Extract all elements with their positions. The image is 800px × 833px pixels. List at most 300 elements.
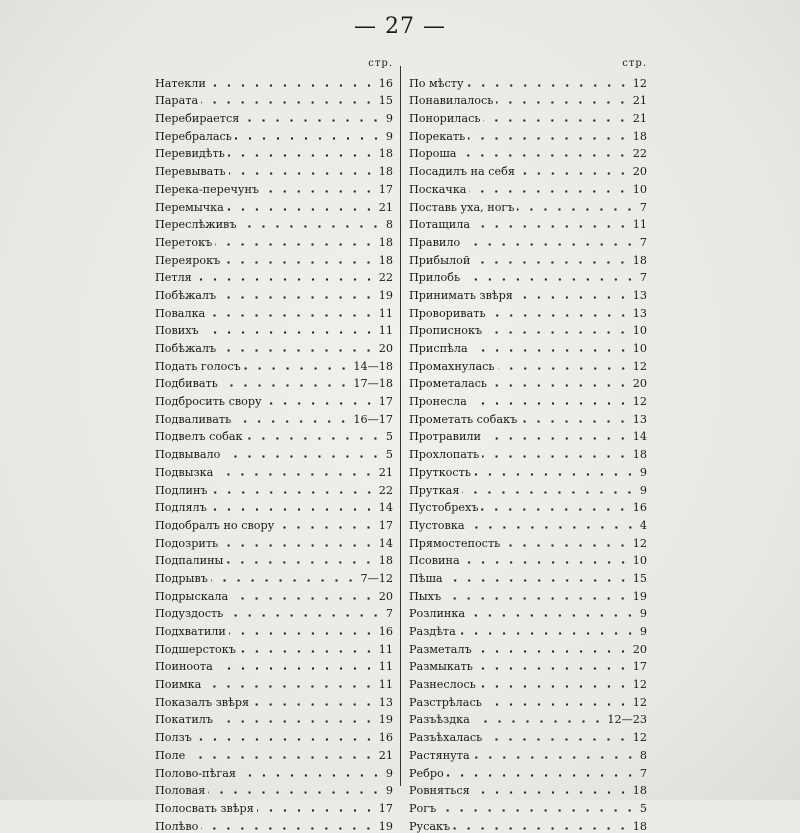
dot-leader: [470, 402, 630, 405]
dot-leader: [446, 579, 630, 582]
index-entry: [155, 337, 393, 355]
dot-leader: [239, 650, 376, 653]
index-entry: [409, 709, 647, 727]
index-entry: [155, 72, 393, 90]
index-term: Подвелъ собак: [155, 430, 243, 444]
dot-leader: [208, 791, 383, 794]
page-reference: 5: [385, 448, 393, 462]
dot-leader: [223, 455, 382, 458]
page-reference: 22: [378, 271, 393, 285]
index-term: Подбивать: [155, 377, 218, 391]
dot-leader: [211, 491, 376, 494]
page-reference: 20: [378, 589, 393, 603]
index-entry: [155, 160, 393, 178]
index-entry: [409, 426, 647, 444]
index-entry: [409, 567, 647, 585]
page-reference: 7—12: [360, 571, 393, 585]
page-reference: 11: [378, 642, 393, 656]
dot-leader: [202, 331, 376, 334]
index-entry: [155, 603, 393, 621]
index-entry: [155, 656, 393, 674]
page-reference: 18: [632, 819, 647, 833]
dot-leader: [227, 208, 376, 211]
index-entry: [409, 780, 647, 798]
index-entry: [155, 355, 393, 373]
index-term: Протравили: [409, 430, 481, 444]
index-term: Ровняться: [409, 784, 470, 798]
page-reference: 12—23: [607, 713, 647, 727]
index-term: Подать голосъ: [155, 359, 241, 373]
index-term: Полосвать звѣря: [155, 801, 254, 815]
dot-leader: [490, 384, 630, 387]
index-entry: [155, 815, 393, 833]
page-reference: 8: [639, 748, 647, 762]
index-term: Разстрѣлась: [409, 695, 482, 709]
dot-leader: [226, 561, 375, 564]
dot-leader: [209, 84, 376, 87]
dot-leader: [244, 367, 351, 370]
index-entry: [155, 408, 393, 426]
index-entry: [409, 497, 647, 515]
dot-leader: [245, 437, 382, 440]
page-reference: 5: [385, 430, 393, 444]
page-reference: 11: [632, 218, 647, 232]
index-term: Подозрить: [155, 536, 219, 550]
dot-leader: [468, 137, 630, 140]
page-reference: 7: [385, 607, 393, 621]
page-reference: 12: [632, 695, 647, 709]
dot-leader: [483, 119, 629, 122]
index-term: По мѣсту: [409, 76, 464, 90]
index-term: Подлялъ: [155, 501, 207, 515]
index-term: Перевывать: [155, 165, 226, 179]
index-term: Подобралъ но свору: [155, 518, 275, 532]
index-term: Покатилъ: [155, 713, 214, 727]
index-entry: [155, 550, 393, 568]
index-entry: [155, 107, 393, 125]
page-reference: 14: [378, 501, 393, 515]
column-divider: [400, 66, 401, 786]
index-term: Псовина: [409, 554, 460, 568]
dot-leader: [471, 349, 630, 352]
page-reference: 12: [632, 395, 647, 409]
index-entry: [155, 178, 393, 196]
index-term: Натекли: [155, 76, 206, 90]
index-entry: [409, 72, 647, 90]
index-term: Подшерстокъ: [155, 642, 236, 656]
index-term: Пронесла: [409, 395, 467, 409]
dot-leader: [195, 738, 376, 741]
page-reference: 16: [378, 625, 393, 638]
dot-leader: [496, 101, 629, 104]
page-reference: 20: [632, 377, 647, 391]
dot-leader: [463, 243, 637, 246]
index-entry: [409, 267, 647, 285]
dot-leader: [201, 101, 376, 104]
page-reference: 11: [378, 678, 393, 692]
index-term: Потащила: [409, 218, 470, 232]
dot-leader: [277, 526, 375, 529]
index-term: Полѣво: [155, 819, 199, 833]
dot-leader: [216, 473, 375, 476]
index-entry: [409, 355, 647, 373]
page-reference: 17: [378, 395, 393, 409]
page-reference: 11: [378, 660, 393, 674]
dot-leader: [223, 261, 376, 264]
index-entry: [155, 443, 393, 461]
page-reference: 8: [385, 218, 393, 232]
page-reference: 4: [639, 518, 647, 532]
page-number: — 27 —: [354, 14, 446, 39]
index-term: Прометать собакъ: [409, 412, 518, 426]
index-entry: [155, 514, 393, 532]
dot-leader: [216, 720, 376, 723]
page-reference: 10: [632, 324, 647, 338]
index-entry: [155, 638, 393, 656]
page-reference: 15: [378, 94, 393, 108]
index-entry: [409, 461, 647, 479]
page-reference: 7: [639, 235, 647, 249]
dot-leader: [262, 190, 376, 193]
index-term: Ребро: [409, 766, 444, 780]
page-reference: 16—17: [353, 412, 393, 426]
page-reference: 13: [632, 306, 647, 320]
dot-leader: [453, 827, 630, 830]
index-term: Пруткая: [409, 483, 460, 497]
dot-leader: [221, 384, 351, 387]
dot-leader: [479, 685, 630, 688]
index-term: Пыхъ: [409, 589, 442, 603]
dot-leader: [484, 437, 630, 440]
index-entry: [409, 550, 647, 568]
dot-leader: [485, 738, 629, 741]
index-term: Разъѣхалась: [409, 731, 483, 745]
dot-leader: [498, 367, 630, 370]
index-term: Прибылой: [409, 253, 471, 267]
page-reference: 11: [378, 306, 393, 320]
index-term: Подуздость: [155, 607, 224, 621]
index-entry: [409, 656, 647, 674]
page-reference: 20: [378, 342, 393, 355]
index-entry: [409, 320, 647, 338]
index-term: Приспѣла: [409, 342, 468, 355]
page-reference: 16: [632, 501, 647, 515]
index-entry: [409, 249, 647, 267]
index-list-left: [155, 72, 393, 833]
dot-leader: [473, 720, 605, 723]
index-entry: [409, 337, 647, 355]
dot-leader: [216, 667, 376, 670]
index-entry: [155, 479, 393, 497]
index-entry: [155, 691, 393, 709]
dot-leader: [229, 172, 376, 175]
page-reference: 10: [632, 182, 647, 196]
index-term: Растянута: [409, 748, 470, 762]
index-term: Ползъ: [155, 731, 192, 745]
index-entry: [155, 780, 393, 798]
dot-leader: [210, 508, 376, 511]
page-reference: 18: [632, 784, 647, 798]
page-reference: 9: [385, 766, 393, 780]
dot-leader: [473, 225, 630, 228]
page-reference: 14—18: [353, 359, 393, 373]
dot-leader: [257, 809, 376, 812]
dot-leader: [444, 597, 630, 600]
index-term: Подвызка: [155, 465, 214, 479]
dot-leader: [476, 667, 630, 670]
dot-leader: [242, 119, 383, 122]
index-entry: [155, 249, 393, 267]
index-entry: [409, 373, 647, 391]
dot-leader: [520, 420, 630, 423]
index-entry: [155, 762, 393, 780]
dot-leader: [468, 526, 637, 529]
page-reference: 18: [378, 165, 393, 179]
index-term: Парата: [155, 94, 199, 108]
index-term: Разнеслось: [409, 678, 476, 692]
dot-leader: [473, 261, 629, 264]
index-term: Поскачка: [409, 182, 467, 196]
dot-leader: [485, 703, 630, 706]
dot-leader: [467, 84, 630, 87]
page-reference: 17: [378, 182, 393, 196]
index-term: Подхватили: [155, 625, 226, 638]
index-entry: [155, 709, 393, 727]
page-reference: 16: [378, 76, 393, 90]
page-reference: 18: [378, 235, 393, 249]
index-term: Подлинъ: [155, 483, 208, 497]
dot-leader: [489, 314, 630, 317]
dot-leader: [485, 331, 630, 334]
dot-leader: [219, 296, 376, 299]
index-term: Разъѣздка: [409, 713, 470, 727]
page-reference: 22: [378, 483, 393, 497]
index-entry: [409, 620, 647, 638]
dot-leader: [516, 296, 630, 299]
page-reference: 19: [378, 288, 393, 302]
index-term: Посадилъ на себя: [409, 165, 515, 179]
index-term: Прямостепость: [409, 536, 501, 550]
index-entry: [155, 196, 393, 214]
index-entry: [155, 90, 393, 108]
page-reference: 10: [632, 342, 647, 355]
index-entry: [409, 443, 647, 461]
index-entry: [409, 231, 647, 249]
index-entry: [155, 673, 393, 691]
dot-leader: [459, 632, 637, 635]
dot-leader: [215, 243, 376, 246]
dot-leader: [469, 190, 629, 193]
page-reference: 21: [378, 748, 393, 762]
index-entry: [409, 143, 647, 161]
index-term: Пороша: [409, 147, 457, 161]
dot-leader: [239, 774, 383, 777]
page-reference: 18: [632, 253, 647, 267]
index-term: Понорилась: [409, 112, 481, 126]
index-entry: [409, 691, 647, 709]
page-reference: 19: [632, 589, 647, 603]
page-reference: 12: [632, 76, 647, 90]
dot-leader: [252, 703, 376, 706]
index-entry: [155, 620, 393, 638]
index-term: Рогъ: [409, 801, 437, 815]
page-reference: 21: [632, 112, 647, 126]
dot-leader: [475, 650, 630, 653]
page-reference: 17: [632, 660, 647, 674]
page-reference: 7: [639, 200, 647, 214]
page-reference: 18: [632, 448, 647, 462]
dot-leader: [204, 685, 375, 688]
page-reference: 14: [378, 536, 393, 550]
page-reference: 7: [639, 271, 647, 285]
left-index-column: [155, 58, 393, 833]
index-term: Перетокъ: [155, 235, 213, 249]
index-term: Поимка: [155, 678, 202, 692]
index-entry: [155, 567, 393, 585]
dot-leader: [439, 809, 637, 812]
index-entry: [155, 426, 393, 444]
index-term: Прометалась: [409, 377, 487, 391]
page-reference: 12: [632, 359, 647, 373]
index-entry: [155, 744, 393, 762]
page-reference: 18: [378, 554, 393, 568]
page-reference: 17: [378, 801, 393, 815]
index-term: Русакъ: [409, 819, 451, 833]
dot-leader: [208, 314, 376, 317]
index-term: Поле: [155, 748, 186, 762]
page-reference: 22: [632, 147, 647, 161]
index-entry: [155, 497, 393, 515]
page-reference: 7: [639, 766, 647, 780]
index-entry: [155, 284, 393, 302]
page-reference: 17—18: [353, 377, 393, 391]
index-term: Перебралась: [155, 129, 232, 143]
index-term: Перемычка: [155, 200, 224, 214]
page-reference: 9: [385, 784, 393, 798]
dot-leader: [517, 208, 636, 211]
index-entry: [409, 673, 647, 691]
index-term: Прохлопать: [409, 448, 480, 462]
right-index-column: [409, 58, 647, 833]
dot-leader: [481, 508, 629, 511]
index-entry: [409, 302, 647, 320]
index-term: Подваливать: [155, 412, 232, 426]
index-term: Переслѣживъ: [155, 218, 237, 232]
index-term: Петля: [155, 271, 192, 285]
page-reference: 5: [639, 801, 647, 815]
index-entry: [409, 107, 647, 125]
index-term: Повихъ: [155, 324, 199, 338]
index-entry: [155, 585, 393, 603]
page-reference: 21: [378, 465, 393, 479]
page-reference: 17: [378, 518, 393, 532]
page-reference: 9: [639, 607, 647, 621]
page-reference: 20: [632, 642, 647, 656]
page-column-header: стр.: [622, 58, 647, 69]
dot-leader: [228, 154, 376, 157]
index-term: Принимать звѣря: [409, 288, 513, 302]
dot-leader: [474, 473, 637, 476]
index-term: Показалъ звѣря: [155, 695, 250, 709]
dot-leader: [503, 544, 630, 547]
index-entry: [409, 160, 647, 178]
index-entry: [409, 585, 647, 603]
page-reference: 10: [632, 554, 647, 568]
dot-leader: [188, 756, 376, 759]
page-reference: 16: [378, 731, 393, 745]
index-entry: [409, 284, 647, 302]
page-reference: 21: [378, 200, 393, 214]
dot-leader: [211, 579, 358, 582]
index-term: Подвывало: [155, 448, 221, 462]
page-reference: 9: [639, 625, 647, 638]
page-reference: 13: [632, 288, 647, 302]
dot-leader: [473, 756, 637, 759]
dot-leader: [459, 154, 629, 157]
page-reference: 11: [378, 324, 393, 338]
index-term: Повалка: [155, 306, 206, 320]
dot-leader: [462, 491, 636, 494]
index-term: Перевидѣть: [155, 147, 225, 161]
dot-leader: [265, 402, 376, 405]
page-reference: 9: [385, 129, 393, 143]
dot-leader: [468, 614, 637, 617]
page-column-header: стр.: [368, 58, 393, 69]
index-term: Побѣжалъ: [155, 288, 217, 302]
index-entry: [155, 373, 393, 391]
index-term: Поставь уха, ногъ: [409, 200, 515, 214]
index-entry: [409, 726, 647, 744]
index-term: Прилобь: [409, 271, 461, 285]
index-term: Половая: [155, 784, 206, 798]
dot-leader: [473, 791, 630, 794]
dot-leader: [219, 349, 376, 352]
index-entry: [155, 125, 393, 143]
bleed-through-text: [270, 40, 530, 54]
page-reference: 21: [632, 94, 647, 108]
dot-leader: [482, 455, 630, 458]
dot-leader: [463, 278, 637, 281]
page-reference: 13: [632, 412, 647, 426]
index-entry: [409, 125, 647, 143]
index-list-right: [409, 72, 647, 833]
page-reference: 14: [632, 430, 647, 444]
index-term: Подбросить свору: [155, 395, 262, 409]
index-term: Подпалины: [155, 554, 224, 568]
dot-leader: [239, 225, 382, 228]
index-term: Пустовка: [409, 518, 465, 532]
index-entry: [409, 196, 647, 214]
index-entry: [155, 231, 393, 249]
index-term: Побѣжалъ: [155, 342, 217, 355]
index-term: Понавилалось: [409, 94, 494, 108]
index-term: Разметалъ: [409, 642, 472, 656]
page-reference: 20: [632, 165, 647, 179]
index-term: Пруткость: [409, 465, 471, 479]
index-term: Перебирается: [155, 112, 240, 126]
page-reference: 15: [632, 571, 647, 585]
page-reference: 13: [378, 695, 393, 709]
dot-leader: [463, 561, 630, 564]
page-reference: 9: [639, 465, 647, 479]
index-entry: [409, 762, 647, 780]
page-reference: 18: [378, 147, 393, 161]
dot-leader: [229, 632, 376, 635]
dot-leader: [231, 597, 376, 600]
page-reference: 19: [378, 819, 393, 833]
dot-leader: [234, 420, 350, 423]
index-entry: [155, 267, 393, 285]
